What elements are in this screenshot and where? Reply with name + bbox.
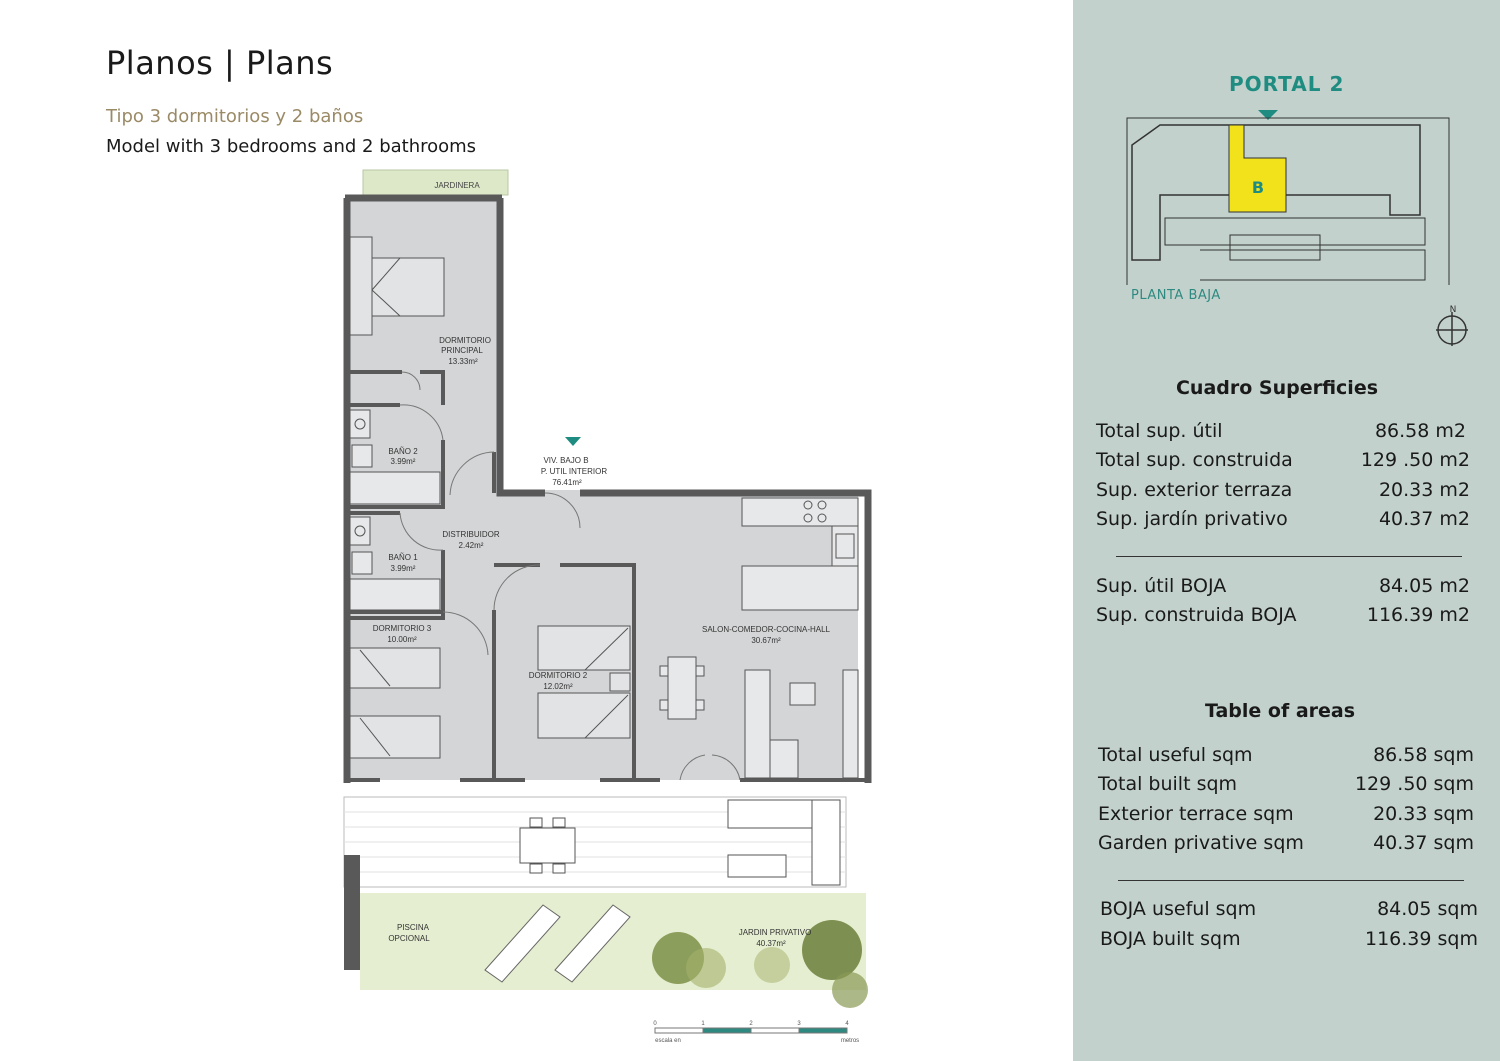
scale-bar <box>653 1021 859 1044</box>
page-title: Planos | Plans <box>106 44 334 82</box>
room-label-bedroom-3: DORMITORIO 3 <box>372 624 432 633</box>
unit-label-3: 76.41m² <box>552 478 582 487</box>
floor-label: PLANTA BAJA <box>1131 288 1221 303</box>
unit-b-highlight <box>1229 125 1286 212</box>
floor-plan <box>330 165 875 1055</box>
room-label-distribuidor: DISTRIBUIDOR <box>442 530 500 539</box>
table-value: 40.37 sqm <box>1373 832 1474 854</box>
cuadro-value: 84.05 m2 <box>1378 575 1470 597</box>
portal-label: PORTAL 2 <box>1229 72 1345 96</box>
room-area-bedroom-2: 12.02m² <box>543 682 573 691</box>
cuadro-row <box>1096 479 1486 507</box>
table-label: Total useful sqm <box>1098 744 1253 766</box>
room-label-bedroom-2: DORMITORIO 2 <box>528 671 588 680</box>
cuadro-label: Total sup. útil <box>1096 420 1223 442</box>
table-label: Exterior terrace sqm <box>1098 803 1294 825</box>
table-value: 116.39 sqm <box>1365 928 1478 950</box>
table-row <box>1098 803 1488 831</box>
room-area-bath-2: 3.99m² <box>390 457 416 466</box>
subtitle-english: Model with 3 bedrooms and 2 bathrooms <box>106 136 477 157</box>
cuadro-row <box>1096 420 1486 448</box>
scale-right-label: metros <box>840 1038 860 1044</box>
divider <box>1118 880 1464 881</box>
cuadro-title: Cuadro Superficies <box>1175 377 1379 399</box>
room-area-living: 30.67m² <box>751 636 781 645</box>
north-compass-icon <box>1432 302 1472 346</box>
garden-area: 40.37m² <box>756 939 786 948</box>
cuadro-row <box>1096 449 1486 477</box>
room-label-bath-2: BAÑO 2 <box>388 447 418 456</box>
room-label-master-bedroom-2: PRINCIPAL <box>441 346 483 355</box>
table-row <box>1100 898 1490 926</box>
room-label-bath-1: BAÑO 1 <box>388 553 418 562</box>
unit-entrance-marker <box>565 437 581 446</box>
table-row <box>1098 744 1488 772</box>
pool-label-2: OPCIONAL <box>388 934 430 943</box>
cuadro-label: Sup. exterior terraza <box>1096 479 1293 501</box>
pool-label-1: PISCINA <box>396 923 430 932</box>
divider <box>1116 556 1462 557</box>
table-row <box>1098 773 1488 801</box>
scale-tick-0: 0 <box>653 1021 657 1027</box>
cuadro-value: 129 .50 m2 <box>1360 449 1470 471</box>
cuadro-label: Sup. construida BOJA <box>1096 604 1297 626</box>
building-key-plan <box>1120 105 1455 285</box>
scale-tick-1: 1 <box>701 1021 705 1027</box>
cuadro-value: 40.37 m2 <box>1378 508 1470 530</box>
cuadro-row <box>1096 575 1486 603</box>
subtitle-spanish: Tipo 3 dormitorios y 2 baños <box>106 106 364 127</box>
unit-label-2: P. UTIL INTERIOR <box>540 467 608 476</box>
table-title: Table of areas <box>1204 700 1356 722</box>
garden-wall <box>344 855 360 970</box>
scale-tick-3: 3 <box>797 1021 801 1027</box>
scale-tick-4: 4 <box>845 1021 849 1027</box>
room-area-bedroom-3: 10.00m² <box>387 635 417 644</box>
garden-label: JARDIN PRIVATIVO <box>738 928 812 937</box>
room-area-distribuidor: 2.42m² <box>458 541 484 550</box>
table-value: 20.33 sqm <box>1373 803 1474 825</box>
scale-left-label: escala en <box>655 1038 681 1044</box>
room-area-bath-1: 3.99m² <box>390 564 416 573</box>
scale-tick-2: 2 <box>749 1021 753 1027</box>
table-row <box>1098 832 1488 860</box>
cuadro-value: 116.39 m2 <box>1366 604 1470 626</box>
cuadro-value: 20.33 m2 <box>1378 479 1470 501</box>
table-label: Total built sqm <box>1098 773 1238 795</box>
room-area-master-bedroom: 13.33m² <box>448 357 478 366</box>
cuadro-row <box>1096 604 1486 632</box>
planter-label: JARDINERA <box>434 181 480 190</box>
north-label: N <box>1449 305 1457 315</box>
table-label: Garden privative sqm <box>1098 832 1304 854</box>
cuadro-row <box>1096 508 1486 536</box>
room-label-master-bedroom: DORMITORIO <box>439 336 491 345</box>
cuadro-label: Sup. útil BOJA <box>1096 575 1227 597</box>
room-label-living: SALON-COMEDOR-COCINA-HALL <box>701 625 831 634</box>
cuadro-label: Total sup. construida <box>1096 449 1293 471</box>
table-row <box>1100 928 1490 956</box>
cuadro-label: Sup. jardín privativo <box>1096 508 1288 530</box>
table-label: BOJA useful sqm <box>1100 898 1257 920</box>
unit-label-1: VIV. BAJO B <box>543 456 589 465</box>
table-label: BOJA built sqm <box>1100 928 1241 950</box>
table-value: 86.58 sqm <box>1373 744 1474 766</box>
table-value: 84.05 sqm <box>1377 898 1478 920</box>
unit-b-letter: B <box>1251 178 1265 197</box>
table-value: 129 .50 sqm <box>1354 773 1474 795</box>
cuadro-value: 86.58 m2 <box>1374 420 1466 442</box>
